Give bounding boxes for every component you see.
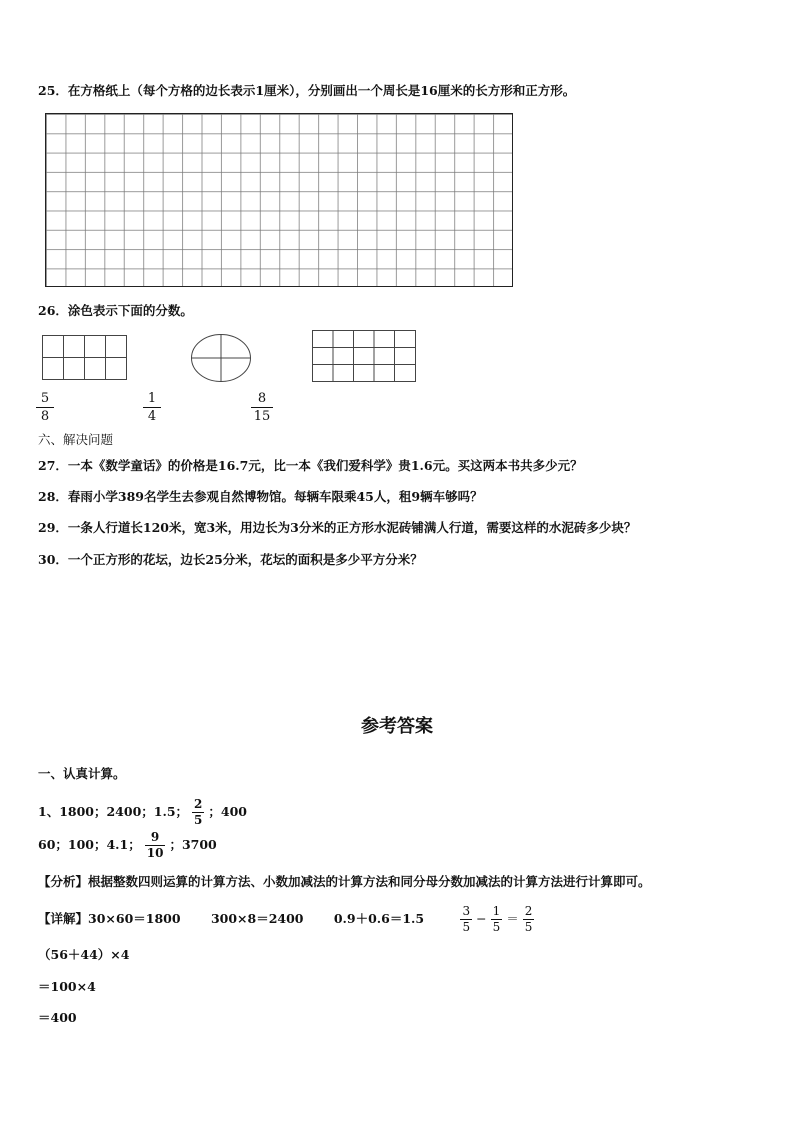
question-29: 29．一条人行道长120米，宽3米，用边长为3分米的正方形水泥砖铺满人行道，需要这样的水泥砖多少块？ <box>38 520 637 535</box>
fraction-8-15: 8 15 <box>251 391 273 424</box>
fraction-1-4: 1 4 <box>143 391 161 424</box>
question-25: 25．在方格纸上（每个方格的边长表示1厘米），分别画出一个周长是16厘米的长方形和正方形。 <box>38 83 576 98</box>
question-26: 26．涂色表示下面的分数。 <box>38 303 193 318</box>
detail-line: 【详解】30×60＝1800 300×8＝2400 0.9＋0.6＝1.5 $\frac{3}{5}$ − $\frac{1}{5}$ ＝ $\frac{2}{5}$ <box>38 904 533 934</box>
answer-line-2: 60；100；4.1； $\frac{9}{10}$ ；3700 <box>38 830 217 860</box>
grid-paper[interactable] <box>45 113 513 287</box>
section-6-title: 六、解决问题 <box>38 432 114 447</box>
step-2: ＝100×4 <box>38 979 96 994</box>
question-28: 28．春雨小学389名学生去参观自然博物馆。每辆车限乘45人，租9辆车够吗？ <box>38 489 483 504</box>
fraction-5-8: 5 8 <box>36 391 54 424</box>
step-3: ＝400 <box>38 1010 77 1025</box>
rectangle-8-parts[interactable] <box>42 335 128 381</box>
answers-section-1: 一、认真计算。 <box>38 766 126 781</box>
ellipse-4-parts[interactable] <box>190 333 252 383</box>
step-1: （56＋44）×4 <box>38 947 130 962</box>
question-27: 27．一本《数学童话》的价格是16.7元，比一本《我们爱科学》贵1.6元。买这两本书共多少元？ <box>38 458 583 473</box>
answer-line-1: 1、1800；2400；1.5； $\frac{2}{5}$ ；400 <box>38 797 247 827</box>
analysis: 【分析】根据整数四则运算的计算方法、小数加减法的计算方法和同分母分数加减法的计算方法进行计算即可。 <box>38 874 651 889</box>
answers-title: 参考答案 <box>361 716 433 737</box>
rectangle-15-parts[interactable] <box>312 330 417 382</box>
question-30: 30．一个正方形的花坛，边长25分米，花坛的面积是多少平方分米？ <box>38 552 423 567</box>
